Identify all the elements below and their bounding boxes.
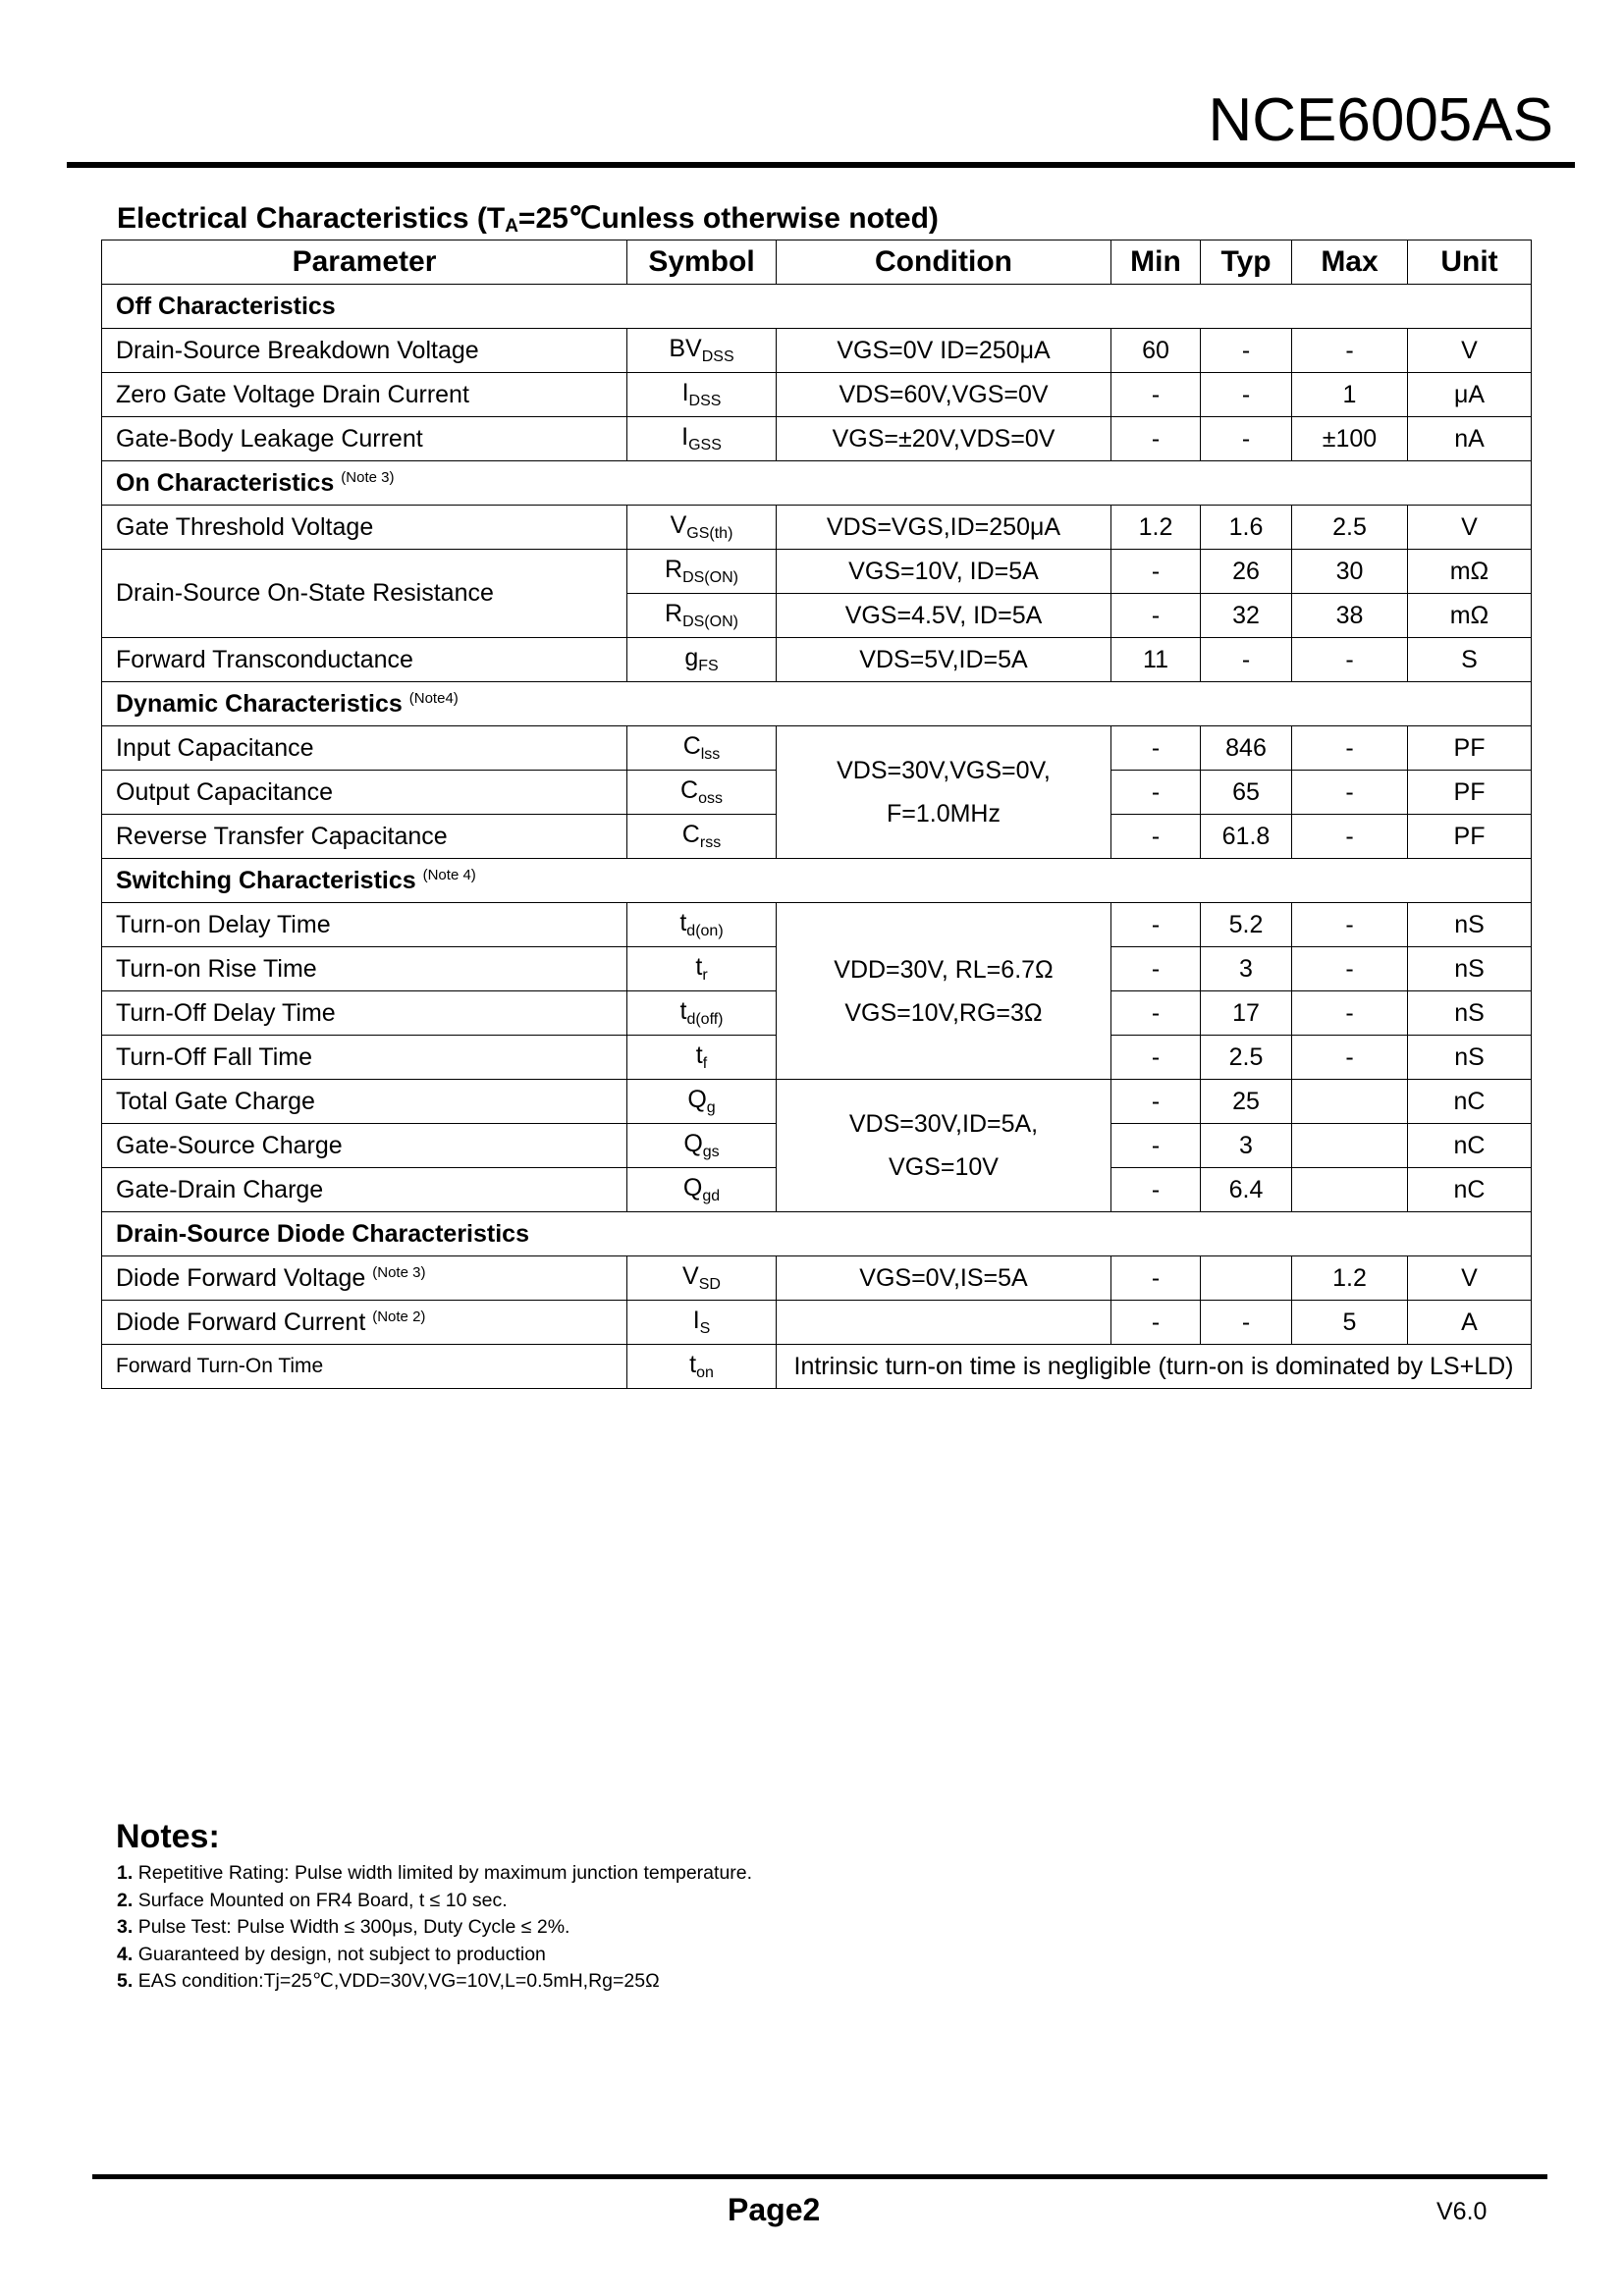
min-cell: - [1111,815,1201,859]
condition-cell: VGS=±20V,VDS=0V [777,417,1111,461]
min-cell: - [1111,1168,1201,1212]
typ-cell: 32 [1201,594,1292,638]
condition-cell: VGS=4.5V, ID=5A [777,594,1111,638]
condition-cell: VDS=VGS,ID=250μA [777,506,1111,550]
condition-cell-switching: VDD=30V, RL=6.7Ω VGS=10V,RG=3Ω [777,903,1111,1080]
max-cell: - [1292,947,1408,991]
condition-cell: VGS=0V ID=250μA [777,329,1111,373]
section-on: On Characteristics $^{(Note 3)}$ [102,461,1532,506]
param-cell: Forward Transconductance [102,638,627,682]
param-cell: Total Gate Charge [102,1080,627,1124]
symbol-cell: $t_r$ [627,947,777,991]
min-cell: - [1111,903,1201,947]
unit-cell: nA [1408,417,1532,461]
symbol-cell: $I_S$ [627,1301,777,1345]
max-cell: 1 [1292,373,1408,417]
unit-cell: PF [1408,771,1532,815]
unit-cell: V [1408,506,1532,550]
note-item: 2. Surface Mounted on FR4 Board, t ≤ 10 sec. [117,1889,508,1911]
param-cell: Gate-Drain Charge [102,1168,627,1212]
symbol-cell: $Q_{gd}$ [627,1168,777,1212]
max-cell: 2.5 [1292,506,1408,550]
unit-cell: mΩ [1408,550,1532,594]
section-switching: Switching Characteristics $^{(Note 4)}$ [102,859,1532,903]
condition-cell: VGS=0V,IS=5A [777,1256,1111,1301]
param-cell: Turn-on Delay Time [102,903,627,947]
max-cell [1292,1124,1408,1168]
param-cell: Gate-Body Leakage Current [102,417,627,461]
typ-cell: - [1201,373,1292,417]
unit-cell: nS [1408,991,1532,1036]
param-cell: Zero Gate Voltage Drain Current [102,373,627,417]
param-cell: Turn-Off Delay Time [102,991,627,1036]
unit-cell: nS [1408,903,1532,947]
typ-cell: 846 [1201,726,1292,771]
header-rule [67,162,1575,168]
col-condition: Condition [777,240,1111,285]
table-row [102,726,1532,771]
typ-cell: - [1201,417,1292,461]
note-item: 5. EAS condition:Tj=25℃,VDD=30V,VG=10V,L=0.5mH,Rg=25Ω [117,1970,660,1992]
table-row [102,506,1532,550]
max-cell: - [1292,329,1408,373]
table-row [102,1345,1532,1389]
min-cell: - [1111,726,1201,771]
condition-cell-gate-charge: VDS=30V,ID=5A, VGS=10V [777,1080,1111,1212]
max-cell: 1.2 [1292,1256,1408,1301]
note-item: 3. Pulse Test: Pulse Width ≤ 300μs, Duty Cycle ≤ 2%. [117,1916,570,1938]
param-cell: Turn-on Rise Time [102,947,627,991]
unit-cell: nC [1408,1080,1532,1124]
unit-cell: nC [1408,1124,1532,1168]
unit-cell: nS [1408,1036,1532,1080]
table-row [102,1256,1532,1301]
min-cell: - [1111,1256,1201,1301]
min-cell: - [1111,373,1201,417]
min-cell: - [1111,550,1201,594]
param-cell: Forward Turn-On Time [102,1345,627,1389]
section-diode: Drain-Source Diode Characteristics [102,1212,1532,1256]
unit-cell: PF [1408,815,1532,859]
max-cell: - [1292,903,1408,947]
section-row [102,1212,1532,1256]
part-number: NCE6005AS [1208,86,1553,154]
unit-cell: nS [1408,947,1532,991]
section-row [102,682,1532,726]
param-cell: Turn-Off Fall Time [102,1036,627,1080]
symbol-cell: $C_{lss}$ [627,726,777,771]
col-symbol: Symbol [627,240,777,285]
max-cell: - [1292,991,1408,1036]
condition-cell: VGS=10V, ID=5A [777,550,1111,594]
unit-cell: V [1408,329,1532,373]
param-cell: Gate-Source Charge [102,1124,627,1168]
symbol-cell: $t_{on}$ [627,1345,777,1389]
max-cell: 5 [1292,1301,1408,1345]
symbol-cell: $C_{rss}$ [627,815,777,859]
symbol-cell: $C_{oss}$ [627,771,777,815]
symbol-cell: $Q_{gs}$ [627,1124,777,1168]
unit-cell: nC [1408,1168,1532,1212]
section-row [102,285,1532,329]
symbol-cell: $g_{FS}$ [627,638,777,682]
max-cell: - [1292,726,1408,771]
table-row [102,329,1532,373]
condition-cell: VDS=60V,VGS=0V [777,373,1111,417]
param-cell: Drain-Source On-State Resistance [102,550,627,638]
max-cell: - [1292,638,1408,682]
notes-title: Notes: [116,1818,220,1855]
condition-cell: VDS=5V,ID=5A [777,638,1111,682]
unit-cell: μA [1408,373,1532,417]
col-min: Min [1111,240,1201,285]
max-cell: 38 [1292,594,1408,638]
section-dynamic: Dynamic Characteristics $^{(Note4)}$ [102,682,1532,726]
typ-cell: - [1201,1301,1292,1345]
unit-cell: S [1408,638,1532,682]
typ-cell: 5.2 [1201,903,1292,947]
max-cell [1292,1168,1408,1212]
section-row [102,461,1532,506]
condition-cell-capacitance: VDS=30V,VGS=0V, F=1.0MHz [777,726,1111,859]
typ-cell: 26 [1201,550,1292,594]
max-cell: 30 [1292,550,1408,594]
unit-cell: A [1408,1301,1532,1345]
typ-cell: 17 [1201,991,1292,1036]
table-row [102,1301,1532,1345]
col-parameter: Parameter [102,240,627,285]
param-cell: Output Capacitance [102,771,627,815]
typ-cell: 25 [1201,1080,1292,1124]
page-number: Page2 [728,2192,821,2227]
min-cell: - [1111,771,1201,815]
max-cell: ±100 [1292,417,1408,461]
symbol-cell: $V_{GS(th)}$ [627,506,777,550]
min-cell: - [1111,417,1201,461]
table-title: Electrical Characteristics ($T_A=25℃unless$ otherwise noted) [117,202,939,237]
min-cell: - [1111,947,1201,991]
min-cell: - [1111,1036,1201,1080]
min-cell: 60 [1111,329,1201,373]
param-cell: Diode Forward Voltage $^{(Note 3)}$ [102,1256,627,1301]
col-max: Max [1292,240,1408,285]
symbol-cell: $R_{DS(ON)}$ [627,594,777,638]
min-cell: - [1111,594,1201,638]
min-cell: 1.2 [1111,506,1201,550]
notes-list [117,1860,752,1996]
table-row [102,373,1532,417]
col-unit: Unit [1408,240,1532,285]
note-item: 1. Repetitive Rating: Pulse width limited by maximum junction temperature. [117,1862,753,1884]
typ-cell: 3 [1201,1124,1292,1168]
unit-cell: mΩ [1408,594,1532,638]
typ-cell: 6.4 [1201,1168,1292,1212]
col-typ: Typ [1201,240,1292,285]
symbol-cell: $R_{DS(ON)}$ [627,550,777,594]
note-item: 4. Guaranteed by design, not subject to production [117,1943,546,1965]
footer-rule [92,2174,1547,2179]
symbol-cell: $t_f$ [627,1036,777,1080]
param-cell: Reverse Transfer Capacitance [102,815,627,859]
param-cell: Drain-Source Breakdown Voltage [102,329,627,373]
min-cell: 11 [1111,638,1201,682]
table-row [102,903,1532,947]
electrical-characteristics-table [101,240,1532,1389]
table-row [102,1080,1532,1124]
unit-cell: PF [1408,726,1532,771]
typ-cell: - [1201,329,1292,373]
unit-cell: V [1408,1256,1532,1301]
typ-cell: 3 [1201,947,1292,991]
max-cell: - [1292,1036,1408,1080]
symbol-cell: $Q_g$ [627,1080,777,1124]
table-row [102,638,1532,682]
condition-cell: Intrinsic turn-on time is negligible (turn-on is dominated by LS+LD) [777,1345,1532,1389]
param-cell: Input Capacitance [102,726,627,771]
version-label: V6.0 [1436,2198,1488,2225]
min-cell: - [1111,991,1201,1036]
typ-cell: - [1201,638,1292,682]
symbol-cell: $t_{d(on)}$ [627,903,777,947]
typ-cell: 61.8 [1201,815,1292,859]
max-cell [1292,1080,1408,1124]
max-cell: - [1292,815,1408,859]
typ-cell: 2.5 [1201,1036,1292,1080]
min-cell: - [1111,1301,1201,1345]
param-cell: Gate Threshold Voltage [102,506,627,550]
symbol-cell: $BV_{DSS}$ [627,329,777,373]
typ-cell: 1.6 [1201,506,1292,550]
section-off: Off Characteristics [102,285,1532,329]
max-cell: - [1292,771,1408,815]
param-cell: Diode Forward Current $^{(Note 2)}$ [102,1301,627,1345]
table-header-row [102,240,1532,285]
table-row [102,417,1532,461]
typ-cell: 65 [1201,771,1292,815]
table-row [102,550,1532,594]
section-row [102,859,1532,903]
min-cell: - [1111,1080,1201,1124]
condition-cell [777,1301,1111,1345]
min-cell: - [1111,1124,1201,1168]
symbol-cell: $V_{SD}$ [627,1256,777,1301]
symbol-cell: $t_{d(off)}$ [627,991,777,1036]
typ-cell [1201,1256,1292,1301]
symbol-cell: $I_{DSS}$ [627,373,777,417]
symbol-cell: $I_{GSS}$ [627,417,777,461]
